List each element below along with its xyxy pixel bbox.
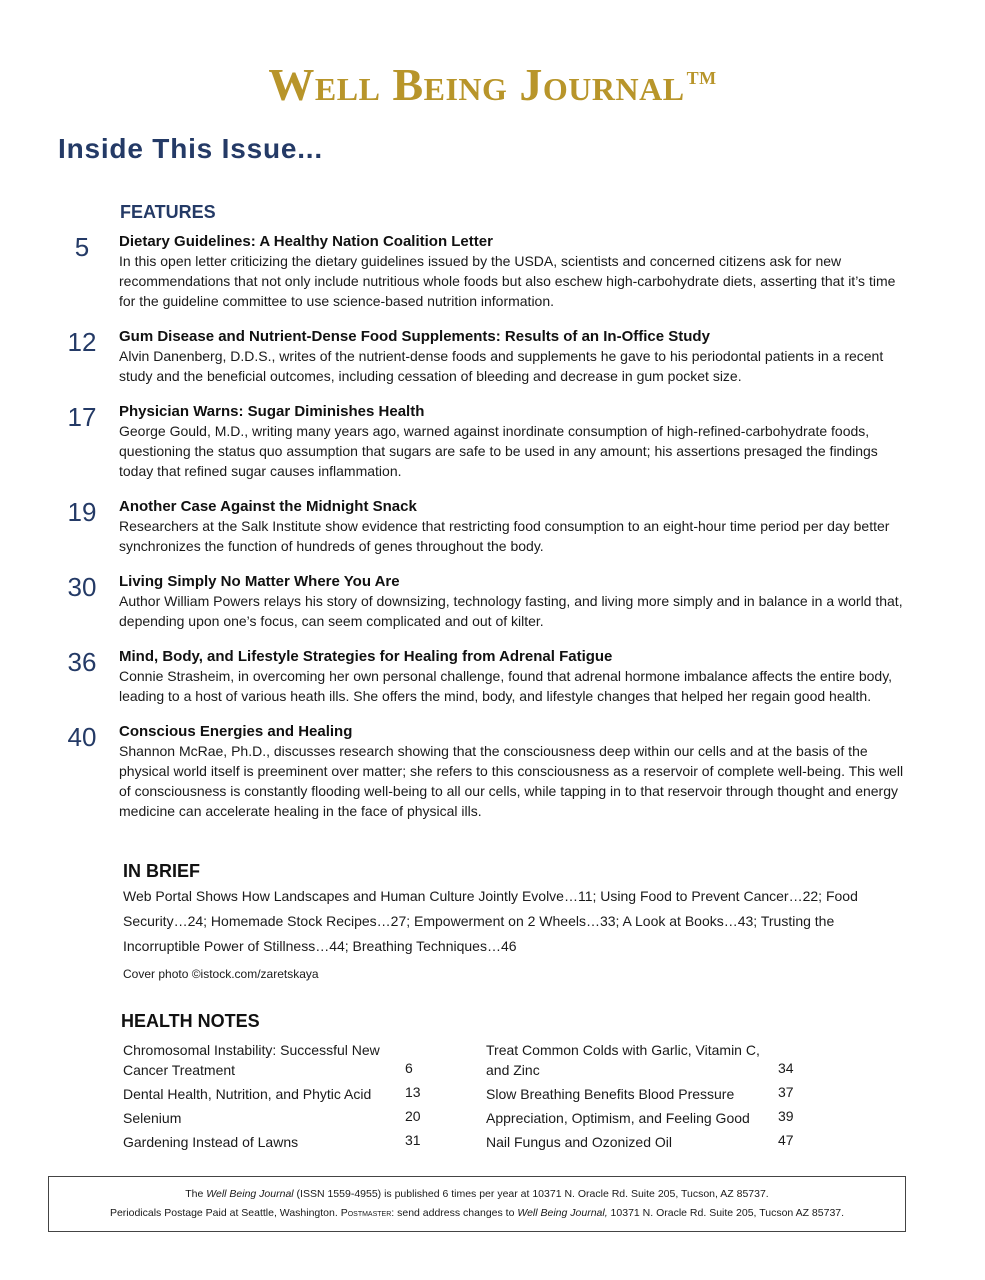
health-note-page: 31 [405,1132,421,1148]
health-note-page: 13 [405,1084,421,1100]
feature-item[interactable] [58,498,908,556]
health-note-page: 39 [778,1108,794,1124]
feature-description: Researchers at the Salk Institute show evidence that restricting food consumption to an eight-hour time period per day better synchronizes the function of hundreds of genes throughout the body. [119,518,890,554]
feature-title[interactable]: Another Case Against the Midnight Snack [119,498,417,515]
publication-info-line-1 [49,1185,905,1204]
health-notes-left-column [123,1040,433,1156]
health-note-title[interactable]: Treat Common Colds with Garlic, Vitamin C, and Zinc [486,1042,760,1078]
feature-description: Connie Strasheim, in overcoming her own personal challenge, found that adrenal hormone imbalance affects the entire body, leading to a host of various heath ills. She offers the mind, body, and lifestyle changes that helped her regain good health. [119,668,893,704]
cover-photo-credit: Cover photo ©istock.com/zaretskaya [123,967,319,981]
feature-item[interactable] [58,328,908,386]
in-brief-heading: IN BRIEF [123,861,201,881]
in-brief-text: Web Portal Shows How Landscapes and Human Culture Jointly Evolve…11; Using Food to Prevent Cancer…22; Food Security…24; Homemade Stock Recipes…27; Empowerment on 2 Wheels…33; A Look at Books…43; Trusting the Incorruptible Power of Stillness…44; Breathing Techniques…46 [123,888,858,954]
health-notes-right-column [486,1040,806,1156]
health-note-item[interactable] [123,1084,433,1104]
feature-title[interactable]: Gum Disease and Nutrient-Dense Food Supplements: Results of an In-Office Study [119,328,710,345]
masthead-name: Well Being Journal [268,59,685,110]
health-note-page: 34 [778,1060,794,1076]
health-note-page: 20 [405,1108,421,1124]
feature-item[interactable] [58,403,908,481]
health-note-item[interactable] [123,1040,433,1080]
feature-item[interactable] [58,573,908,631]
health-note-title[interactable]: Gardening Instead of Lawns [123,1134,299,1150]
feature-page-number: 5 [74,232,90,262]
feature-description: Shannon McRae, Ph.D., discusses research showing that the consciousness deep within our cells and at the basis of the physical world itself is preeminent over matter; she refers to this consciousness as a reservoir of complete well-being. This well of consciousness is constantly flooding well-being to all our cells, while tapping in to that reservoir through thought and energy medicine can accelerate healing in the face of physical ills. [119,743,904,819]
health-note-item[interactable] [486,1084,806,1104]
footer-text: (ISSN 1559-4955) is published 6 times per year at 10371 N. Oracle Rd. Suite 205, Tucson, AZ 85737. [293,1188,769,1200]
feature-item[interactable] [58,233,908,311]
health-note-item[interactable] [486,1108,806,1128]
feature-page-number: 12 [67,327,97,357]
feature-page-number: 36 [67,647,97,677]
feature-page-number: 17 [67,402,97,432]
health-note-title[interactable]: Selenium [123,1110,182,1126]
feature-description: Alvin Danenberg, D.D.S., writes of the nutrient-dense foods and supplements he gave to his periodontal patients in a recent study and the beneficial outcomes, including cessation of bleeding and decrease in gum pocket size. [119,348,884,384]
health-note-item[interactable] [123,1108,433,1128]
feature-title[interactable]: Conscious Energies and Healing [119,723,353,740]
health-note-page: 47 [778,1132,794,1148]
page-title: Inside This Issue... [58,133,323,164]
health-note-title[interactable]: Dental Health, Nutrition, and Phytic Acid [123,1086,372,1102]
features-heading: FEATURES [120,202,216,222]
health-note-page: 6 [405,1060,413,1076]
health-note-title[interactable]: Chromosomal Instability: Successful New Cancer Treatment [123,1042,380,1078]
masthead [0,58,985,111]
feature-page-number: 40 [67,722,97,752]
feature-description: Author William Powers relays his story of downsizing, technology fasting, and living more simply and in balance in a world that, depending upon one’s focus, can seem complicated and out of kilter. [119,593,903,629]
feature-item[interactable] [58,723,908,821]
health-note-item[interactable] [486,1132,806,1152]
feature-title[interactable]: Living Simply No Matter Where You Are [119,573,400,590]
feature-description: In this open letter criticizing the dietary guidelines issued by the USDA, scientists and concerned citizens ask for new recommendations that not only include nutritious whole foods but also eschew high-carbohydrate diets, asserting that it’s time for the guideline committee to use science-based nutrition information. [119,253,896,309]
publication-info-line-2 [49,1204,905,1223]
feature-item[interactable] [58,648,908,706]
footer-text: 10371 N. Oracle Rd. Suite 205, Tucson AZ 85737. [607,1207,845,1219]
footer-journal-name: Well Being Journal [206,1188,294,1200]
health-note-item[interactable] [123,1132,433,1152]
health-note-title[interactable]: Nail Fungus and Ozonized Oil [486,1134,672,1150]
feature-description: George Gould, M.D., writing many years ago, warned against inordinate consumption of high-refined-carbohydrate foods, questioning the status quo assumption that sugars are safe to be used in any amount; his assertions presaged the findings today that refined sugar causes inflammation. [119,423,878,479]
publication-info-box [48,1176,906,1232]
health-notes-heading: HEALTH NOTES [121,1011,260,1031]
health-note-page: 37 [778,1084,794,1100]
feature-title[interactable]: Physician Warns: Sugar Diminishes Health [119,403,425,420]
feature-page-number: 19 [67,497,97,527]
trademark-mark: TM [686,67,717,88]
features-list [58,233,908,838]
feature-title[interactable]: Dietary Guidelines: A Healthy Nation Coalition Letter [119,233,493,250]
footer-text: The [185,1188,207,1200]
feature-page-number: 30 [67,572,97,602]
footer-journal-name: Well Being Journal, [517,1207,608,1219]
health-note-title[interactable]: Appreciation, Optimism, and Feeling Good [486,1110,750,1126]
health-note-item[interactable] [486,1040,806,1080]
footer-text: Periodicals Postage Paid at Seattle, Washington. [109,1207,341,1219]
footer-postmaster-label: Postmaster [340,1207,392,1219]
feature-title[interactable]: Mind, Body, and Lifestyle Strategies for Healing from Adrenal Fatigue [119,648,613,665]
footer-text: : send address changes to [391,1207,518,1219]
health-note-title[interactable]: Slow Breathing Benefits Blood Pressure [486,1086,735,1102]
